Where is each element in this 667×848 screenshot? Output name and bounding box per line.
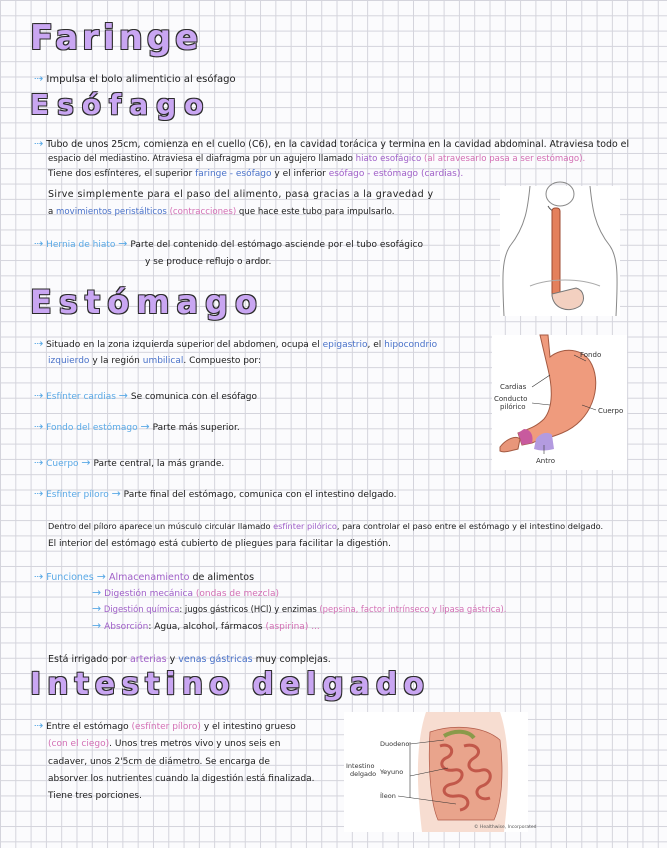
label-pilorico: pilórico [500,403,526,411]
funciones-label: Funciones [46,572,94,583]
esofago-text-2c: (al atravesarlo pasa a ser estómago). [424,154,586,164]
credit-text: © Healthwise, Incorporated [474,825,537,830]
cardias-label: Esfínter cardias [46,392,116,402]
cardias-item [34,389,257,404]
arrow-icon: → [96,570,106,583]
arrow-icon: → [118,237,128,250]
funciones-line [34,570,254,584]
arrow-icon: → [92,619,102,632]
arrow-icon: ⇢ [34,72,44,85]
hernia-label: Hernia de hiato [46,240,116,250]
esophagus-figure [500,186,620,316]
piloro-p2: El interior del estómago está cubierto de pliegues para facilitar la digestión. [48,539,391,549]
irrigado-a: Está irrigado por [48,654,127,665]
intestino-line-3 [48,756,270,769]
arrow-icon: ⇢ [34,487,44,500]
estomago-text-2d: . Compuesto por: [183,356,262,366]
hernia-text-1: Parte del contenido del estómago asciende por el tubo esofágico [130,240,423,250]
piloro-item [34,487,397,502]
label-conducto: Conducto [494,395,528,403]
intestino-text-1a: Entre el estómago [46,722,129,732]
cardias-note: (cardias). [420,169,464,179]
estomago-line-2 [48,355,261,368]
ciego-note: (con el ciego) [48,739,110,749]
intestino-text-1c: y el intestino grueso [203,722,296,732]
piloro-p1c: , para controlar el paso entre el estómago y el intestino delgado. [336,521,604,531]
stomach-figure [492,335,627,470]
digestion-quimica: Digestión química [103,604,180,614]
title-estomago: Estómago [30,283,265,321]
arrow-icon: → [111,487,121,500]
arrow-icon: ⇢ [34,337,44,350]
arrow-icon: → [118,389,128,402]
almacenamiento-text: de alimentos [192,572,255,583]
intestine-illustration [344,712,537,832]
esofago-text-1: Tubo de unos 25cm, comienza en el cuello (C6), en la cavidad torácica y termina en la cavidad abdominal. Atraviesa todo el [46,139,630,150]
label-fondo: Fondo [580,351,602,359]
esofago-line-1 [34,137,629,151]
epigastrio: epigastrio [322,340,368,350]
esfinter-inferior: esófago - estómago [328,169,419,179]
intestino-line-4 [48,773,315,786]
title-faringe: Faringe [30,18,203,58]
irrigado-line [48,653,331,666]
arrow-icon: ⇢ [34,570,44,583]
label-delgado: delgado [350,770,377,778]
title-intestino: Intestino delgado [30,667,431,702]
jugos-gastricos: : jugos gástricos (HCl) y enzimas [179,604,317,614]
label-cuerpo: Cuerpo [598,407,624,415]
digestion-mecanica: Digestión mecánica [104,589,193,599]
digestion-mecanica-line [92,586,279,601]
label-duodeno: Duodeno [380,740,410,748]
esfinter-superior: faringe - esófago [195,169,272,179]
arrow-icon: ⇢ [34,719,44,732]
fondo-item [34,420,240,435]
esofago-text-5a: a [48,207,54,217]
arrow-icon: → [92,602,102,615]
hernia-line-1 [34,237,423,252]
arrow-icon: ⇢ [34,389,44,402]
label-intestino: Intestino [346,762,375,770]
esophagus-illustration [500,186,620,316]
venas-gastricas: venas gástricas [178,654,253,665]
contracciones-note: (contracciones) [169,207,237,217]
esfinter-piloro-note: (esfínter píloro) [131,722,201,732]
stomach-illustration [492,335,627,470]
esofago-text-3c: y el inferior [274,169,326,179]
arrow-icon: → [92,586,102,599]
piloro-text: Parte final del estómago, comunica con el intestino delgado. [123,490,397,500]
faringe-line [34,72,236,86]
faringe-text: Impulsa el bolo alimenticio al esófago [46,74,236,85]
esofago-text-3a: Tiene dos esfínteres, el superior [48,169,193,179]
intestino-line-5 [48,790,142,803]
movimientos-peristalticos: movimientos peristálticos [56,207,167,217]
title-esofago: Esófago [30,88,212,121]
cuerpo-label: Cuerpo [46,459,79,469]
piloro-label: Esfínter píloro [46,490,109,500]
estomago-line-1 [34,337,437,352]
cuerpo-item [34,456,224,471]
label-ileon: Íleon [380,792,396,800]
intestino-line-2 [48,738,280,751]
arrow-icon: ⇢ [34,420,44,433]
aspirina-note: (aspirina) ... [265,622,320,632]
hipocondrio: hipocondrio [384,340,438,350]
intestino-text-2b: . Unos tres metros vivo y unos seis en [109,739,281,749]
cardias-text: Se comunica con el esófago [130,392,257,402]
esofago-text-5d: que hace este tubo para impulsarlo. [238,207,395,217]
irrigado-c: y [169,654,176,665]
esofago-line-4 [48,188,434,201]
umbilical: umbilical [142,356,184,366]
esofago-line-2 [48,153,585,166]
intestino-text-5: Tiene tres porciones. [48,791,142,801]
intestino-text-4: absorver los nutrientes cuando la digestión está finalizada. [48,774,315,784]
estomago-text-1c: , el [367,340,382,350]
enzimas-note: (pepsina, factor intrínseco y lipasa gástrica). [319,604,507,614]
arrow-icon: → [140,420,150,433]
arrow-icon: ⇢ [34,137,44,150]
label-cardias: Cardias [500,383,527,391]
ondas-mezcla: (ondas de mezcla) [195,589,279,599]
intestino-text-3: cadaver, unos 2'5cm de diámetro. Se encarga de [48,757,270,767]
arterias: arterias [129,654,167,665]
hiato-esofagico: hiato esofágico [355,154,422,164]
absorcion: Absorción [104,622,149,632]
cuerpo-text: Parte central, la más grande. [93,459,225,469]
piloro-p1a: Dentro del píloro aparece un músculo circular llamado [48,521,271,531]
estomago-text-2b: y la región [92,356,140,366]
label-antro: Antro [536,457,555,465]
hernia-line-2 [145,256,271,269]
esofago-text-4: Sirve simplemente para el paso del alimento, pasa gracias a la gravedad y [48,189,434,200]
arrow-icon: ⇢ [34,237,44,250]
fondo-text: Parte más superior. [152,423,240,433]
esfinter-pilorico: esfínter pilórico [273,521,337,531]
estomago-text-1a: Situado en la zona izquierda superior del abdomen, ocupa el [46,340,320,350]
intestino-line-1 [34,719,296,734]
esofago-line-3 [48,168,463,181]
esofago-line-5 [48,206,395,219]
arrow-icon: → [81,456,91,469]
absorcion-text: : Agua, alcohol, fármacos [148,622,263,632]
piloro-paragraph-2 [48,538,391,551]
arrow-icon: ⇢ [34,456,44,469]
esofago-text-2a: espacio del mediastino. Atraviesa el diafragma por un agujero llamado [48,154,353,164]
hernia-text-2: y se produce reflujo o ardor. [145,257,272,267]
digestion-quimica-line [92,602,506,616]
piloro-paragraph-1 [48,520,603,533]
izquierdo: izquierdo [48,356,90,366]
fondo-label: Fondo del estómago [46,423,138,433]
almacenamiento: Almacenamiento [109,572,190,583]
intestine-figure [344,712,537,832]
irrigado-e: muy complejas. [255,654,331,665]
absorcion-line [92,619,320,634]
label-yeyuno: Yeyuno [380,768,404,776]
